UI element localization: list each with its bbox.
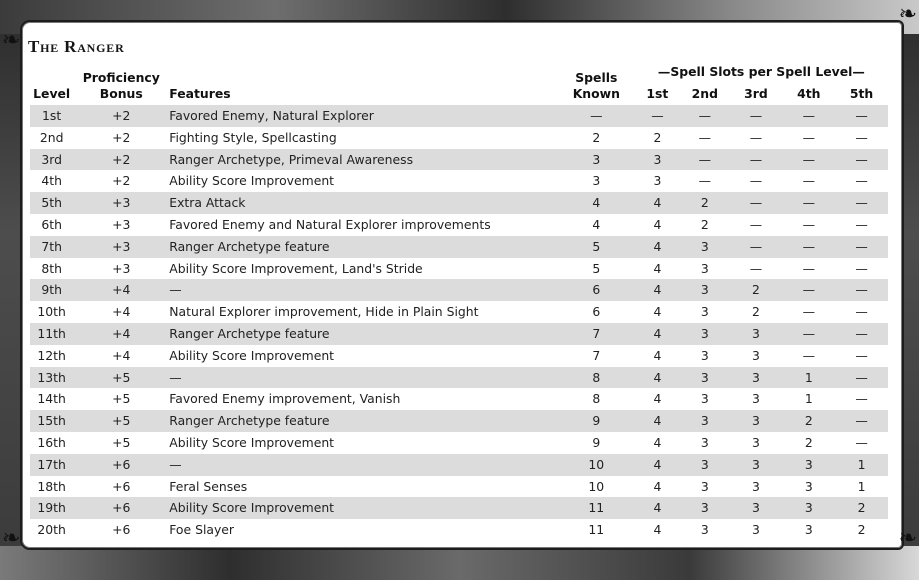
cell-slot-2nd: 3 — [680, 323, 729, 345]
cell-slot-3rd: 3 — [752, 522, 760, 538]
table-title: The Ranger — [28, 37, 125, 56]
background-bottom-texture — [0, 546, 919, 580]
cell-slot-1st: 4 — [653, 434, 662, 450]
cell-features: — — [169, 367, 558, 389]
table-row — [30, 497, 888, 519]
cell-slot-5th: — — [855, 129, 868, 145]
cell-features: — — [169, 279, 558, 301]
cell-slot-2nd: 3 — [700, 304, 709, 320]
header-spells-line2: Known — [572, 86, 620, 101]
cell-features: Ability Score Improvement — [169, 434, 335, 450]
header-spell-slots-group: —Spell Slots per Spell Level— — [657, 64, 865, 79]
cell-slot-5th: — — [855, 347, 868, 363]
cell-spells-known: 8 — [592, 391, 601, 407]
cell-level: 8th — [41, 260, 62, 276]
cell-slot-1st: 4 — [653, 260, 662, 276]
cell-proficiency-bonus: +3 — [112, 216, 131, 232]
table-body — [30, 105, 888, 541]
cell-slot-3rd: 2 — [752, 304, 760, 320]
cell-features: Extra Attack — [169, 192, 558, 214]
cell-slot-4th: — — [802, 129, 815, 145]
cell-features: Ranger Archetype, Primeval Awareness — [169, 149, 558, 171]
cell-slot-4th: — — [802, 260, 815, 276]
cell-slot-4th: 3 — [804, 522, 813, 538]
cell-proficiency-bonus: +3 — [112, 260, 131, 276]
cell-spells-known: 5 — [558, 236, 635, 258]
cell-proficiency-bonus: +5 — [73, 367, 169, 389]
cell-spells-known: 9 — [592, 434, 601, 450]
cell-spells-known: 7 — [558, 323, 635, 345]
corner-flourish-bottom-left-icon: ❧ — [2, 526, 21, 551]
table-row — [30, 258, 888, 280]
cell-proficiency-bonus: +5 — [112, 391, 131, 407]
cell-slot-4th: 3 — [804, 478, 813, 494]
cell-slot-5th: — — [855, 216, 868, 232]
cell-spells-known: 11 — [558, 497, 635, 519]
cell-slot-3rd: — — [749, 173, 763, 189]
table-row — [30, 105, 888, 127]
cell-slot-4th: — — [802, 216, 815, 232]
cell-features: Foe Slayer — [169, 522, 235, 538]
cell-slot-4th: 2 — [804, 434, 813, 450]
cell-slot-4th: — — [782, 236, 835, 258]
cell-level: 12th — [37, 347, 66, 363]
header-proficiency-bonus — [73, 64, 169, 105]
cell-slot-5th: — — [835, 367, 888, 389]
cell-slot-1st: 4 — [635, 279, 680, 301]
cell-features: Natural Explorer improvement, Hide in Plain Sight — [169, 304, 479, 320]
cell-slot-4th: — — [782, 105, 835, 127]
cell-slot-3rd: 3 — [752, 391, 760, 407]
cell-proficiency-bonus: +4 — [73, 279, 169, 301]
cell-slot-2nd: 2 — [700, 216, 709, 232]
cell-slot-3rd: — — [730, 149, 783, 171]
cell-features: Favored Enemy improvement, Vanish — [169, 391, 401, 407]
cell-level: 20th — [37, 522, 66, 538]
cell-slot-1st: 4 — [653, 478, 662, 494]
cell-slot-2nd: 2 — [680, 192, 729, 214]
corner-flourish-top-left-icon: ❧ — [2, 28, 21, 53]
cell-slot-1st: 4 — [635, 367, 680, 389]
cell-slot-1st: 4 — [653, 347, 662, 363]
table-row — [30, 410, 888, 432]
cell-slot-5th: — — [835, 236, 888, 258]
table-row — [30, 454, 888, 476]
cell-features: Ability Score Improvement — [169, 497, 558, 519]
cell-level: 17th — [30, 454, 73, 476]
cell-features: Favored Enemy, Natural Explorer — [169, 105, 558, 127]
table-row — [30, 432, 888, 454]
cell-slot-1st: 4 — [635, 410, 680, 432]
cell-slot-5th: — — [855, 304, 868, 320]
cell-proficiency-bonus: +2 — [112, 173, 131, 189]
ranger-progression-table — [30, 64, 888, 541]
cell-spells-known: 2 — [592, 129, 601, 145]
cell-spells-known: 7 — [592, 347, 601, 363]
cell-slot-1st: 4 — [635, 497, 680, 519]
header-slot-3rd: 3rd — [744, 86, 768, 101]
cell-slot-1st: 3 — [635, 149, 680, 171]
cell-spells-known: 5 — [592, 260, 601, 276]
cell-level: 10th — [37, 304, 66, 320]
cell-slot-2nd: 3 — [680, 454, 729, 476]
cell-features: — — [169, 454, 558, 476]
cell-spells-known: 10 — [558, 454, 635, 476]
cell-slot-4th: — — [802, 304, 815, 320]
cell-slot-4th: — — [802, 173, 815, 189]
table-row — [30, 301, 888, 323]
cell-slot-5th: — — [835, 149, 888, 171]
cell-slot-2nd: 3 — [700, 260, 709, 276]
cell-slot-2nd: 3 — [680, 279, 729, 301]
table-row — [30, 345, 888, 367]
cell-slot-3rd: — — [749, 260, 763, 276]
cell-slot-4th: 2 — [782, 410, 835, 432]
cell-proficiency-bonus: +6 — [112, 522, 131, 538]
cell-slot-4th: — — [782, 192, 835, 214]
cell-spells-known: 11 — [588, 522, 605, 538]
table-row — [30, 476, 888, 498]
cell-level: 13th — [30, 367, 73, 389]
cell-level: 11th — [30, 323, 73, 345]
table-header — [30, 64, 888, 105]
cell-proficiency-bonus: +4 — [73, 323, 169, 345]
cell-features: Ranger Archetype feature — [169, 323, 558, 345]
cell-slot-4th: 1 — [804, 391, 813, 407]
table-row — [30, 388, 888, 410]
cell-slot-3rd: 3 — [730, 410, 783, 432]
cell-slot-5th: 2 — [835, 497, 888, 519]
header-features: Features — [169, 86, 231, 101]
cell-slot-5th: 2 — [857, 522, 866, 538]
cell-slot-1st: 2 — [653, 129, 662, 145]
cell-spells-known: 8 — [558, 367, 635, 389]
cell-proficiency-bonus: +3 — [73, 236, 169, 258]
header-slot-1st: 1st — [646, 86, 669, 101]
table-row — [30, 323, 888, 345]
cell-slot-2nd: 3 — [680, 367, 729, 389]
cell-slot-4th: — — [802, 347, 815, 363]
cell-slot-2nd: 3 — [700, 522, 709, 538]
header-level: Level — [33, 86, 71, 101]
cell-level: 16th — [37, 434, 66, 450]
table-row — [30, 127, 888, 149]
cell-slot-5th: — — [855, 434, 868, 450]
cell-features: Ability Score Improvement, Land's Stride — [169, 260, 423, 276]
cell-level: 4th — [41, 173, 62, 189]
cell-proficiency-bonus: +5 — [112, 434, 131, 450]
cell-level: 2nd — [39, 129, 64, 145]
cell-slot-3rd: 3 — [752, 434, 760, 450]
table-row — [30, 149, 888, 171]
cell-slot-1st: 4 — [653, 216, 662, 232]
cell-slot-4th: — — [782, 279, 835, 301]
cell-slot-5th: 1 — [835, 454, 888, 476]
cell-spells-known: 3 — [592, 173, 601, 189]
cell-slot-3rd: — — [730, 192, 783, 214]
cell-features: Ranger Archetype feature — [169, 236, 558, 258]
table-row — [30, 367, 888, 389]
cell-features: Favored Enemy and Natural Explorer improvements — [169, 216, 491, 232]
cell-proficiency-bonus: +6 — [73, 454, 169, 476]
cell-slot-2nd: 3 — [680, 236, 729, 258]
cell-slot-5th: — — [855, 391, 868, 407]
cell-slot-1st: — — [635, 105, 680, 127]
cell-proficiency-bonus: +5 — [73, 410, 169, 432]
cell-slot-1st: 4 — [635, 323, 680, 345]
cell-slot-1st: 4 — [635, 454, 680, 476]
cell-slot-5th: — — [835, 323, 888, 345]
cell-spells-known: 4 — [592, 216, 601, 232]
table-row — [30, 519, 888, 541]
cell-slot-3rd: 3 — [730, 454, 783, 476]
cell-slot-1st: 4 — [635, 236, 680, 258]
cell-proficiency-bonus: +2 — [73, 149, 169, 171]
cell-slot-3rd: 3 — [730, 367, 783, 389]
cell-level: 7th — [30, 236, 73, 258]
cell-proficiency-bonus: +4 — [112, 304, 131, 320]
cell-slot-2nd: 3 — [700, 478, 709, 494]
cell-slot-5th: — — [835, 192, 888, 214]
header-proficiency-line1: Proficiency — [82, 70, 160, 85]
cell-proficiency-bonus: +6 — [112, 478, 131, 494]
cell-spells-known: 3 — [558, 149, 635, 171]
corner-flourish-bottom-right-icon: ❧ — [898, 526, 917, 551]
table-row — [30, 192, 888, 214]
cell-features: Ability Score Improvement — [169, 347, 335, 363]
header-spells-line1: Spells — [575, 70, 618, 85]
cell-slot-2nd: 3 — [680, 497, 729, 519]
cell-slot-2nd: — — [698, 173, 712, 189]
table-row — [30, 170, 888, 192]
cell-slot-2nd: 3 — [680, 410, 729, 432]
cell-slot-2nd: 3 — [700, 347, 709, 363]
cell-slot-3rd: — — [749, 129, 763, 145]
cell-slot-1st: 4 — [653, 522, 662, 538]
cell-proficiency-bonus: +6 — [73, 497, 169, 519]
cell-proficiency-bonus: +3 — [73, 192, 169, 214]
cell-slot-3rd: — — [749, 216, 763, 232]
cell-slot-2nd: — — [680, 105, 729, 127]
cell-slot-4th: 1 — [782, 367, 835, 389]
cell-slot-4th: 3 — [782, 497, 835, 519]
cell-slot-5th: 1 — [857, 478, 866, 494]
header-spells-known — [558, 64, 635, 105]
cell-slot-1st: 4 — [653, 391, 662, 407]
cell-level: 15th — [30, 410, 73, 432]
header-slot-5th: 5th — [849, 86, 874, 101]
cell-spells-known: 4 — [558, 192, 635, 214]
cell-slot-3rd: 3 — [752, 347, 760, 363]
cell-proficiency-bonus: +4 — [112, 347, 131, 363]
cell-proficiency-bonus: +2 — [73, 105, 169, 127]
cell-slot-3rd: — — [730, 236, 783, 258]
cell-slot-2nd: — — [680, 149, 729, 171]
table-row — [30, 214, 888, 236]
cell-slot-5th: — — [855, 260, 868, 276]
cell-slot-2nd: 3 — [700, 391, 709, 407]
corner-flourish-top-right-icon: ❧ — [898, 2, 917, 27]
table-row — [30, 279, 888, 301]
cell-proficiency-bonus: +2 — [112, 129, 131, 145]
cell-features: Feral Senses — [169, 478, 248, 494]
cell-slot-1st: 4 — [635, 192, 680, 214]
cell-features: Ranger Archetype feature — [169, 410, 558, 432]
cell-slot-4th: — — [782, 149, 835, 171]
cell-slot-2nd: — — [698, 129, 712, 145]
header-slot-2nd: 2nd — [691, 86, 718, 101]
cell-slot-3rd: 3 — [730, 497, 783, 519]
cell-slot-1st: 3 — [653, 173, 662, 189]
cell-slot-3rd: 3 — [730, 323, 783, 345]
cell-slot-5th: — — [855, 173, 868, 189]
cell-features: Ability Score Improvement — [169, 173, 335, 189]
cell-spells-known: 10 — [588, 478, 605, 494]
cell-level: 3rd — [30, 149, 73, 171]
cell-slot-4th: 3 — [782, 454, 835, 476]
cell-slot-5th: — — [835, 279, 888, 301]
table-row — [30, 236, 888, 258]
cell-spells-known: — — [558, 105, 635, 127]
cell-features: Fighting Style, Spellcasting — [169, 129, 337, 145]
cell-spells-known: 9 — [558, 410, 635, 432]
cell-level: 14th — [37, 391, 66, 407]
cell-spells-known: 6 — [558, 279, 635, 301]
header-proficiency-line2: Bonus — [99, 86, 143, 101]
header-slot-4th: 4th — [797, 86, 821, 101]
cell-level: 6th — [41, 216, 62, 232]
cell-level: 5th — [30, 192, 73, 214]
cell-spells-known: 6 — [592, 304, 601, 320]
cell-slot-5th: — — [835, 105, 888, 127]
cell-slot-1st: 4 — [653, 304, 662, 320]
cell-slot-2nd: 3 — [700, 434, 709, 450]
cell-slot-3rd: 2 — [730, 279, 783, 301]
cell-slot-3rd: 3 — [752, 478, 760, 494]
cell-slot-5th: — — [835, 410, 888, 432]
cell-slot-3rd: — — [730, 105, 783, 127]
cell-level: 1st — [30, 105, 73, 127]
cell-level: 19th — [30, 497, 73, 519]
cell-slot-4th: — — [782, 323, 835, 345]
cell-level: 18th — [37, 478, 66, 494]
cell-level: 9th — [30, 279, 73, 301]
